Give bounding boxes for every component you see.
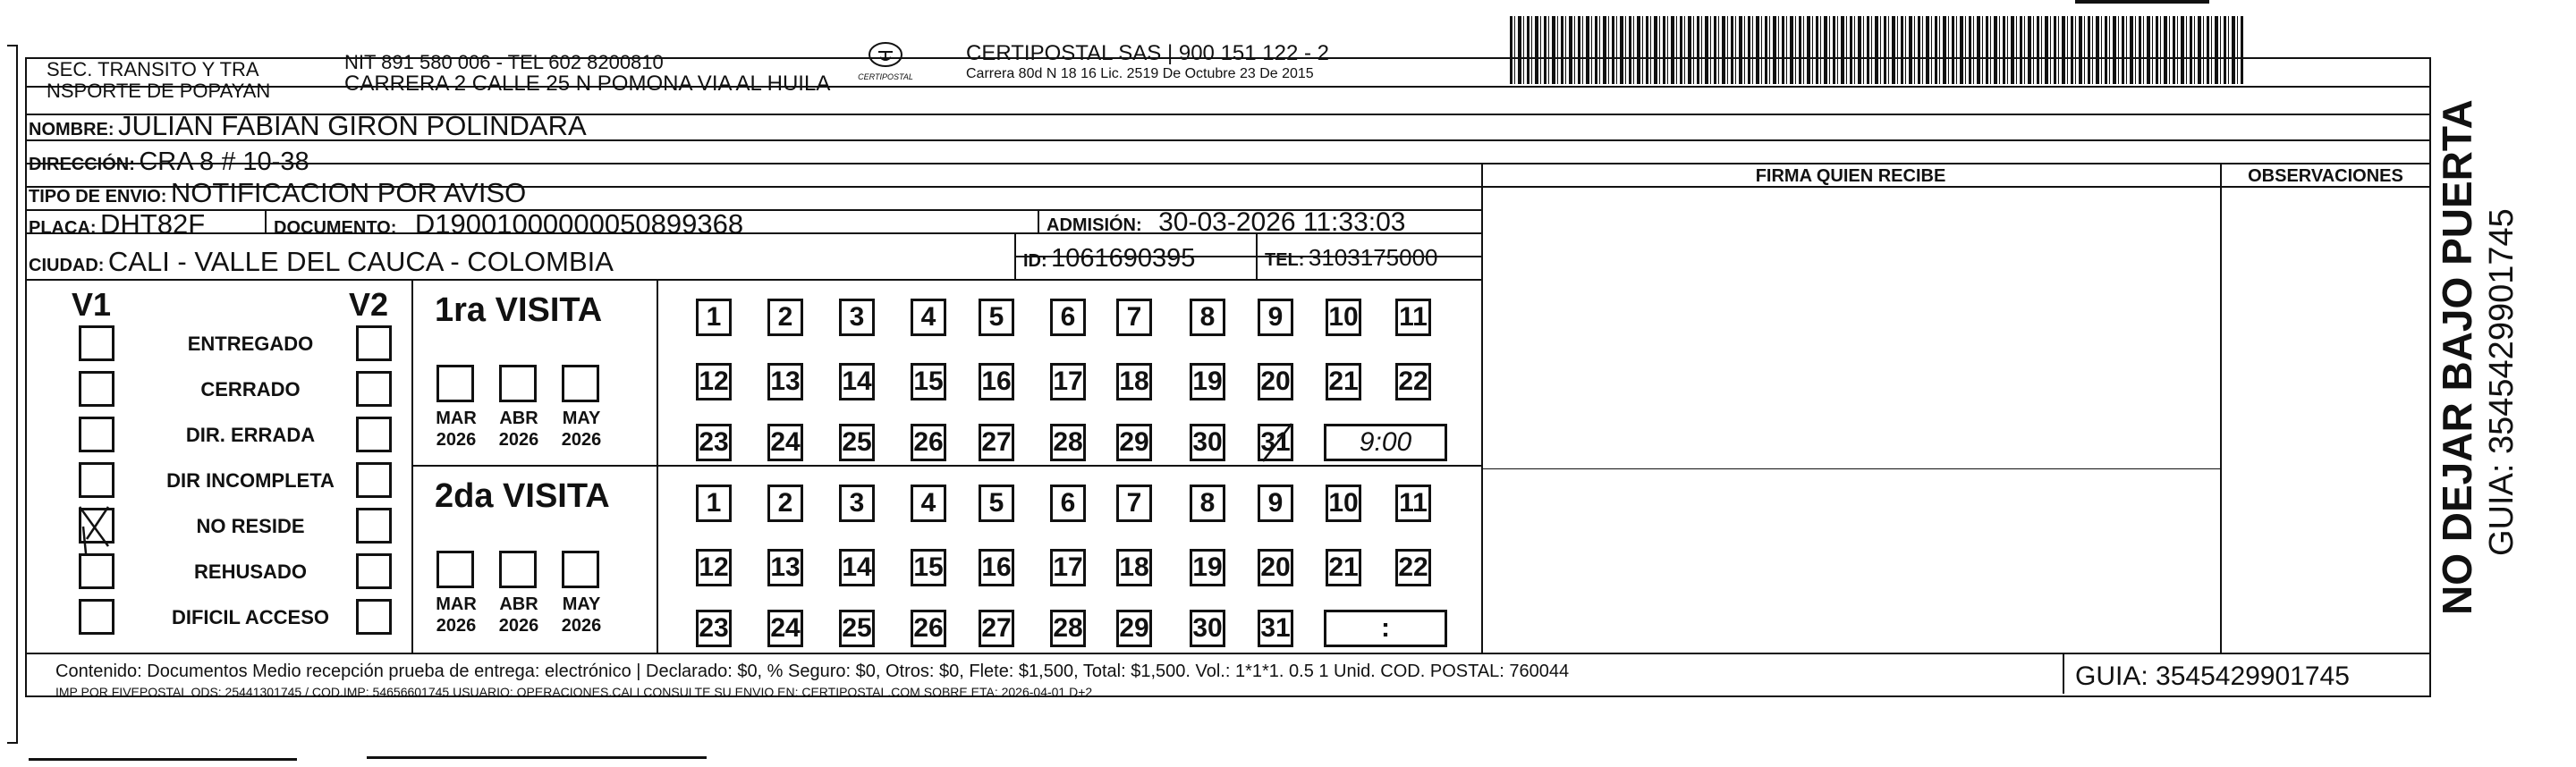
month-name: ABR xyxy=(499,409,538,428)
day-box[interactable]: 23 xyxy=(696,610,732,647)
day-box[interactable]: 11 xyxy=(1395,299,1431,336)
day-box[interactable]: 29 xyxy=(1116,424,1152,461)
day-box[interactable]: 13 xyxy=(767,549,803,586)
v2-checkbox[interactable] xyxy=(356,553,392,589)
col-divider xyxy=(1481,163,1483,653)
tipo-value: NOTIFICACION POR AVISO xyxy=(170,177,527,208)
day-box[interactable]: 8 xyxy=(1190,299,1225,336)
day-box[interactable]: 3 xyxy=(839,485,875,522)
side-guia-text: GUIA: 3545429901745 xyxy=(2483,208,2521,556)
time-field[interactable]: : xyxy=(1324,610,1447,647)
col-divider xyxy=(2220,163,2222,653)
month-checkbox[interactable] xyxy=(499,365,537,402)
month-label xyxy=(431,408,481,451)
day-box[interactable]: 16 xyxy=(979,363,1014,400)
v1-checkbox[interactable] xyxy=(79,508,114,544)
day-box[interactable]: 30 xyxy=(1190,610,1225,647)
ciudad-value: CALI - VALLE DEL CAUCA - COLOMBIA xyxy=(107,246,614,277)
month-name: MAY xyxy=(562,409,601,428)
carrier-name: CERTIPOSTAL SAS | 900 151 122 - 2 xyxy=(966,41,1329,65)
day-box[interactable]: 1 xyxy=(696,299,732,336)
v1-checkbox[interactable] xyxy=(79,599,114,635)
footer-contenido: Contenido: Documentos Medio recepción prueba de entrega: electrónico | Declarado: $0, % Seguro: $0, Otros: $0, Flete: $1,500, Total: $1,500. Vol.: 1*1*1. 0.5 1 Unid. COD. POSTAL: 760044 xyxy=(55,662,1570,681)
month-year: 2026 xyxy=(436,616,477,636)
month-checkbox[interactable] xyxy=(436,365,474,402)
day-box[interactable]: 18 xyxy=(1116,549,1152,586)
nombre-label: NOMBRE: xyxy=(29,120,114,139)
id-value: 1061690395 xyxy=(1051,244,1196,273)
time-field[interactable]: 9:00 xyxy=(1324,424,1447,461)
day-box[interactable]: 7 xyxy=(1116,485,1152,522)
sender-address: CARRERA 2 CALLE 25 N POMONA VIA AL HUILA xyxy=(344,72,831,96)
carrier-logo-text: CERTIPOSTAL xyxy=(858,72,913,81)
day-box[interactable]: 31 xyxy=(1258,424,1293,461)
month-name: MAR xyxy=(436,409,477,428)
day-box[interactable]: 13 xyxy=(767,363,803,400)
visit-title: 2da VISITA xyxy=(435,477,610,515)
tel-row xyxy=(1265,244,1438,272)
day-box[interactable]: 25 xyxy=(839,610,875,647)
status-label: CERRADO xyxy=(200,378,301,400)
month-label xyxy=(556,594,606,636)
row-divider xyxy=(25,279,1483,281)
edge-mark xyxy=(29,758,297,761)
firma-area[interactable] xyxy=(1485,190,2216,649)
day-box[interactable]: 12 xyxy=(696,549,732,586)
admision-value: 30-03-2026 11:33:03 xyxy=(1158,207,1406,237)
admision-label: ADMISIÓN: xyxy=(1046,215,1142,235)
day-box[interactable]: 16 xyxy=(979,549,1014,586)
status-label: DIR INCOMPLETA xyxy=(166,469,335,492)
day-box[interactable]: 5 xyxy=(979,299,1014,336)
status-label: DIR. ERRADA xyxy=(185,424,316,446)
day-box[interactable]: 9 xyxy=(1258,485,1293,522)
month-checkbox[interactable] xyxy=(436,551,474,588)
day-box[interactable]: 27 xyxy=(979,610,1014,647)
month-year: 2026 xyxy=(498,616,539,636)
direccion-label: DIRECCIÓN: xyxy=(29,155,135,174)
day-box[interactable]: 11 xyxy=(1395,485,1431,522)
month-year: 2026 xyxy=(498,430,539,450)
day-box[interactable]: 30 xyxy=(1190,424,1225,461)
v2-checkbox[interactable] xyxy=(356,325,392,361)
tel-label: TEL: xyxy=(1265,250,1305,270)
month-label xyxy=(556,408,606,451)
month-checkbox[interactable] xyxy=(562,365,599,402)
edge-mark xyxy=(367,756,707,759)
documento-value: D19001000000050899368 xyxy=(414,208,744,240)
day-box[interactable]: 26 xyxy=(911,610,946,647)
v1-checkbox[interactable] xyxy=(79,325,114,361)
v1-checkbox[interactable] xyxy=(79,462,114,498)
day-box[interactable]: 1 xyxy=(696,485,732,522)
day-box[interactable]: 3 xyxy=(839,299,875,336)
day-box[interactable]: 7 xyxy=(1116,299,1152,336)
month-label xyxy=(494,408,544,451)
day-box[interactable]: 15 xyxy=(911,363,946,400)
day-box[interactable]: 25 xyxy=(839,424,875,461)
edge-mark xyxy=(2075,0,2209,4)
day-box[interactable]: 2 xyxy=(767,485,803,522)
day-box[interactable]: 17 xyxy=(1050,363,1086,400)
day-box[interactable]: 10 xyxy=(1326,299,1361,336)
day-box[interactable]: 15 xyxy=(911,549,946,586)
day-mark xyxy=(1258,422,1293,463)
day-box[interactable]: 24 xyxy=(767,424,803,461)
v2-checkbox[interactable] xyxy=(356,599,392,635)
month-checkbox[interactable] xyxy=(562,551,599,588)
day-box[interactable]: 9 xyxy=(1258,299,1293,336)
month-year: 2026 xyxy=(561,430,602,450)
tipo-label: TIPO DE ENVIO: xyxy=(29,187,167,206)
day-box[interactable]: 27 xyxy=(979,424,1014,461)
day-box[interactable]: 31 xyxy=(1258,610,1293,647)
col-divider xyxy=(657,279,658,653)
month-name: MAY xyxy=(562,594,601,614)
day-box[interactable]: 4 xyxy=(911,485,946,522)
row-divider xyxy=(411,465,1481,467)
month-label xyxy=(494,594,544,636)
direccion-row xyxy=(29,148,309,177)
day-box[interactable]: 18 xyxy=(1116,363,1152,400)
col-divider xyxy=(265,209,267,232)
day-box[interactable]: 4 xyxy=(911,299,946,336)
observaciones-header: OBSERVACIONES xyxy=(2248,166,2403,186)
status-label: REHUSADO xyxy=(194,560,307,583)
day-box[interactable]: 14 xyxy=(839,549,875,586)
col-divider xyxy=(1038,209,1039,232)
month-name: MAR xyxy=(436,594,477,614)
col-divider xyxy=(2063,653,2064,694)
placa-row xyxy=(29,208,205,240)
day-box[interactable]: 23 xyxy=(696,424,732,461)
carrier-address: Carrera 80d N 18 16 Lic. 2519 De Octubre 23 De 2015 xyxy=(966,66,1314,81)
left-edge-bracket xyxy=(7,45,18,744)
footer-imp-line: IMP POR FIVEPOSTAL ODS: 25441301745 / COD.IMP: 54656601745 USUARIO: OPERACIONES.CALI CONSULTE SU ENVIO EN: CERTIPOSTAL.COM SOBRE ETA: 2026-04-01 D+2 xyxy=(55,685,1093,699)
sender-nit: NIT 891 580 006 - TEL 602 8200810 xyxy=(344,51,664,73)
v2-checkbox[interactable] xyxy=(356,371,392,407)
direccion-value: CRA 8 # 10-38 xyxy=(139,148,309,176)
col-divider xyxy=(411,279,413,653)
status-label: ENTREGADO xyxy=(187,333,314,355)
status-label: NO RESIDE xyxy=(196,515,305,537)
v2-checkbox[interactable] xyxy=(356,462,392,498)
day-box[interactable]: 21 xyxy=(1326,363,1361,400)
month-year: 2026 xyxy=(436,430,477,450)
nombre-value: JULIAN FABIAN GIRON POLINDARA xyxy=(118,110,587,141)
day-box[interactable]: 28 xyxy=(1050,424,1086,461)
month-checkbox[interactable] xyxy=(499,551,537,588)
month-name: ABR xyxy=(499,594,538,614)
firma-quien-recibe-header: FIRMA QUIEN RECIBE xyxy=(1755,166,1946,186)
ciudad-label: CIUDAD: xyxy=(29,256,105,275)
sender-name-line2: NSPORTE DE POPAYAN xyxy=(47,80,271,102)
status-label: DIFICIL ACCESO xyxy=(171,606,329,628)
sender-name-line1: SEC. TRANSITO Y TRA xyxy=(47,58,259,80)
day-box[interactable]: 6 xyxy=(1050,485,1086,522)
day-box[interactable]: 29 xyxy=(1116,610,1152,647)
day-box[interactable]: 24 xyxy=(767,610,803,647)
day-box[interactable]: 26 xyxy=(911,424,946,461)
id-label: ID: xyxy=(1023,251,1047,271)
v1-label: V1 xyxy=(72,286,112,323)
footer-guia: GUIA: 3545429901745 xyxy=(2075,662,2350,691)
day-box[interactable]: 2 xyxy=(767,299,803,336)
day-box[interactable]: 17 xyxy=(1050,549,1086,586)
id-row xyxy=(1023,244,1195,274)
day-box[interactable]: 20 xyxy=(1258,549,1293,586)
ciudad-row xyxy=(29,246,614,278)
documento-row xyxy=(274,208,743,240)
side-warning-text: NO DEJAR BAJO PUERTA xyxy=(2434,99,2480,615)
day-box[interactable]: 10 xyxy=(1326,485,1361,522)
admision-row xyxy=(1046,207,1405,238)
day-box[interactable]: 22 xyxy=(1395,363,1431,400)
day-box[interactable]: 22 xyxy=(1395,549,1431,586)
tel-value: 3103175000 xyxy=(1308,244,1438,271)
row-divider xyxy=(25,653,2431,654)
day-box[interactable]: 28 xyxy=(1050,610,1086,647)
day-box[interactable]: 19 xyxy=(1190,363,1225,400)
v2-checkbox[interactable] xyxy=(356,508,392,544)
day-box[interactable]: 20 xyxy=(1258,363,1293,400)
day-box[interactable]: 19 xyxy=(1190,549,1225,586)
day-box[interactable]: 12 xyxy=(696,363,732,400)
row-divider xyxy=(25,163,2431,164)
nombre-row xyxy=(29,110,587,142)
tipo-row xyxy=(29,177,526,209)
day-box[interactable]: 8 xyxy=(1190,485,1225,522)
month-label xyxy=(431,594,481,636)
v2-checkbox[interactable] xyxy=(356,417,392,452)
v1-checkbox[interactable] xyxy=(79,371,114,407)
v1-checkbox[interactable] xyxy=(79,553,114,589)
v2-label: V2 xyxy=(349,286,389,323)
day-box[interactable]: 6 xyxy=(1050,299,1086,336)
day-box[interactable]: 14 xyxy=(839,363,875,400)
observaciones-area[interactable] xyxy=(2224,190,2426,649)
row-divider xyxy=(25,86,2431,88)
documento-label: DOCUMENTO: xyxy=(274,218,397,238)
placa-value: DHT82F xyxy=(100,208,206,240)
month-year: 2026 xyxy=(561,616,602,636)
v1-checkbox[interactable] xyxy=(79,417,114,452)
placa-label: PLACA: xyxy=(29,218,97,238)
visit-title: 1ra VISITA xyxy=(435,291,603,329)
day-box[interactable]: 5 xyxy=(979,485,1014,522)
day-box[interactable]: 21 xyxy=(1326,549,1361,586)
